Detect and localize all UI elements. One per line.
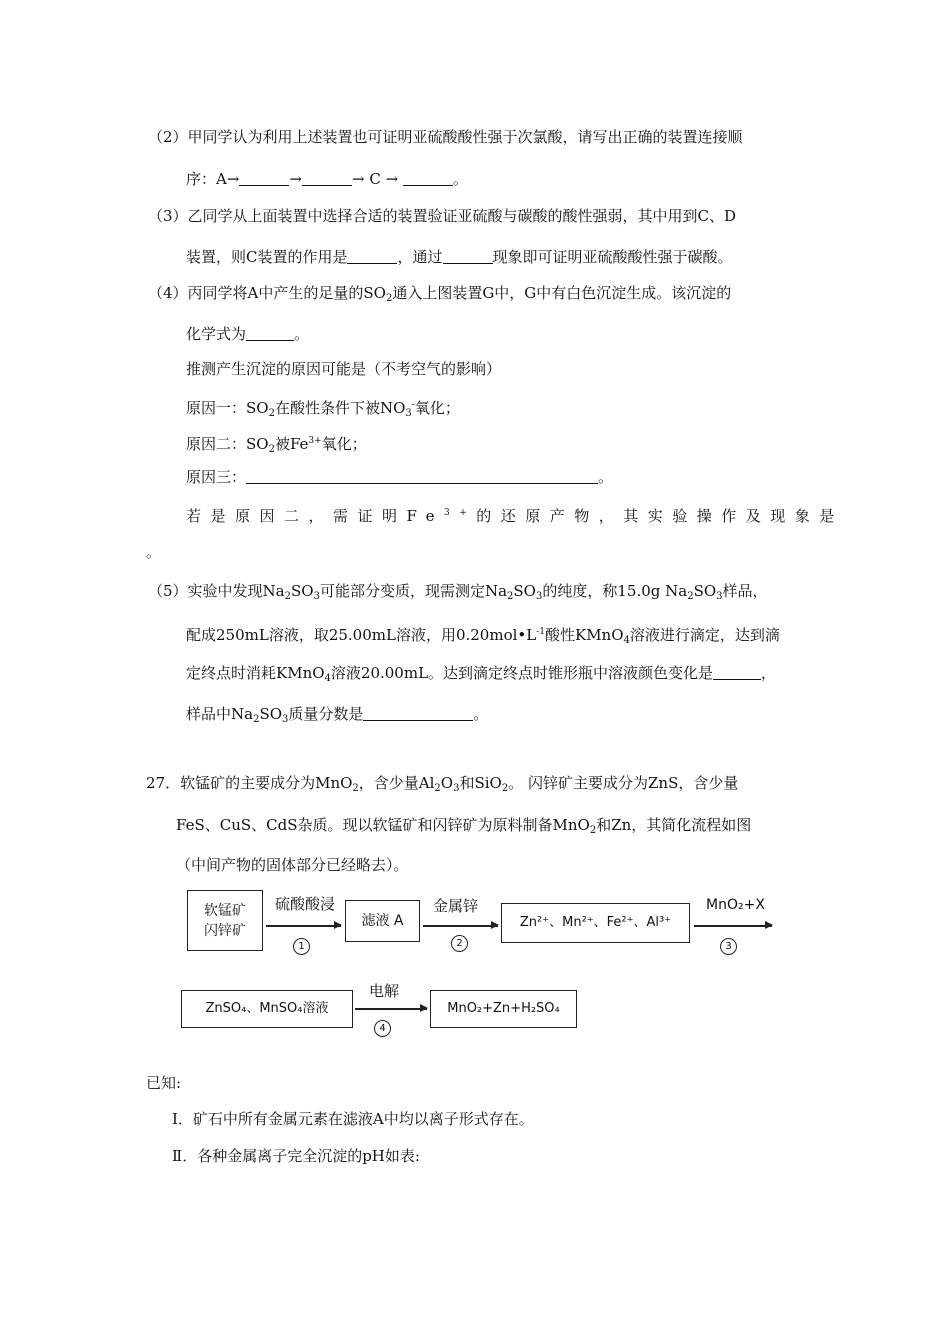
q4-reason2: 原因二：$SO_2$被$Fe^{3+}$氧化；	[186, 435, 367, 455]
answer-blank[interactable]	[713, 665, 761, 680]
sulfate-solution-box: ZnSO₄、MnSO₄溶液	[181, 990, 353, 1028]
step2-label: 金属锌	[433, 897, 479, 915]
q5-line1: （5）实验中发现$Na_2SO_3$可能部分变质，现需测定$Na_2SO_3$的纯度，称15.0g $Na_2SO_3$样品，	[148, 582, 768, 602]
q27-line1: 27．软锰矿的主要成分为MnO$_2$，含少量$Al_2O_3$和SiO$_2$。 闪锌矿主要成分为ZnS，含少量	[146, 774, 739, 794]
filtrate-a-box: 滤液 A	[345, 900, 420, 942]
answer-blank[interactable]	[443, 249, 493, 264]
step1-label: 硫酸酸浸	[275, 895, 336, 913]
q4-reason3: 原因三： 。	[186, 468, 614, 486]
product-box: MnO₂+Zn+H₂SO₄	[430, 990, 577, 1028]
q4-line3: 推测产生沉淀的原因可能是（不考空气的影响）	[186, 360, 502, 378]
known-item1: Ⅰ．矿石中所有金属元素在滤液A中均以离子形式存在。	[172, 1110, 534, 1128]
q4-reason1: 原因一：$SO_2$在酸性条件下被$NO_3^-$氧化；	[186, 399, 460, 419]
step3-label: MnO₂+X	[706, 897, 765, 913]
answer-blank[interactable]	[239, 171, 289, 186]
q4-line1: （4）丙同学将A中产生的足量的$SO_2$通入上图装置G中，G中有白色沉淀生成。该沉淀的	[148, 284, 732, 304]
answer-blank[interactable]	[363, 706, 473, 721]
step4-label: 电解	[369, 982, 400, 1000]
q5-line4: 样品中$Na_2SO_3$质量分数是 。	[186, 705, 489, 725]
known-title: 已知:	[146, 1074, 182, 1092]
q3-line1: （3）乙同学从上面装置中选择合适的装置验证亚硫酸与碳酸的酸性强弱，其中用到C、D	[148, 207, 737, 225]
q3-line2: 装置，则C装置的作用是 ，通过 现象即可证明亚硫酸酸性强于碳酸。	[186, 248, 733, 266]
ions-box: Zn²⁺、Mn²⁺、Fe²⁺、Al³⁺	[501, 903, 690, 943]
step4-arrow	[355, 1008, 427, 1010]
ore-label-2: 闪锌矿	[204, 922, 246, 939]
ore-box	[187, 890, 263, 951]
answer-blank[interactable]	[403, 171, 453, 186]
q5-line2: 配成250mL溶液，取25.00mL溶液，用$0.20mol•L^{-1}$酸性KMnO$_4$溶液进行滴定，达到滴	[186, 626, 780, 646]
step3-arrow	[694, 925, 772, 927]
step2-arrow	[423, 925, 498, 927]
q27-line2: FeS、CuS、CdS杂质。现以软锰矿和闪锌矿为原料制备MnO$_2$和Zn，其简化流程如图	[176, 816, 752, 836]
ore-label-1: 软锰矿	[204, 902, 246, 919]
answer-blank[interactable]	[302, 171, 352, 186]
q2-line1: （2）甲同学认为利用上述装置也可证明亚硫酸酸性强于次氯酸，请写出正确的装置连接顺	[148, 128, 743, 146]
q5-line3: 定终点时消耗KMnO$_4$溶液20.00mL。达到滴定终点时锥形瓶中溶液颜色变化是 ，	[186, 664, 777, 684]
step1-arrow	[266, 925, 341, 927]
q27-line3: （中间产物的固体部分已经略去）。	[176, 856, 409, 874]
q4-line2: 化学式为 。	[186, 325, 310, 343]
q4-line7: 若是原因二，需证明$Fe^{3+}$的还原产物，其实验操作及现象是	[186, 507, 844, 525]
answer-blank[interactable]	[347, 249, 397, 264]
step4-number: 4	[374, 1020, 391, 1037]
q4-line8: 。	[146, 543, 162, 561]
step3-number: 3	[720, 938, 737, 955]
step2-number: 2	[451, 935, 468, 952]
answer-blank[interactable]	[246, 469, 598, 484]
q2-line2: 序：A→ → → C → 。	[186, 170, 468, 188]
known-item2: Ⅱ．各种金属离子完全沉淀的pH如表:	[172, 1147, 420, 1165]
answer-blank[interactable]	[246, 326, 294, 341]
step1-number: 1	[293, 938, 310, 955]
